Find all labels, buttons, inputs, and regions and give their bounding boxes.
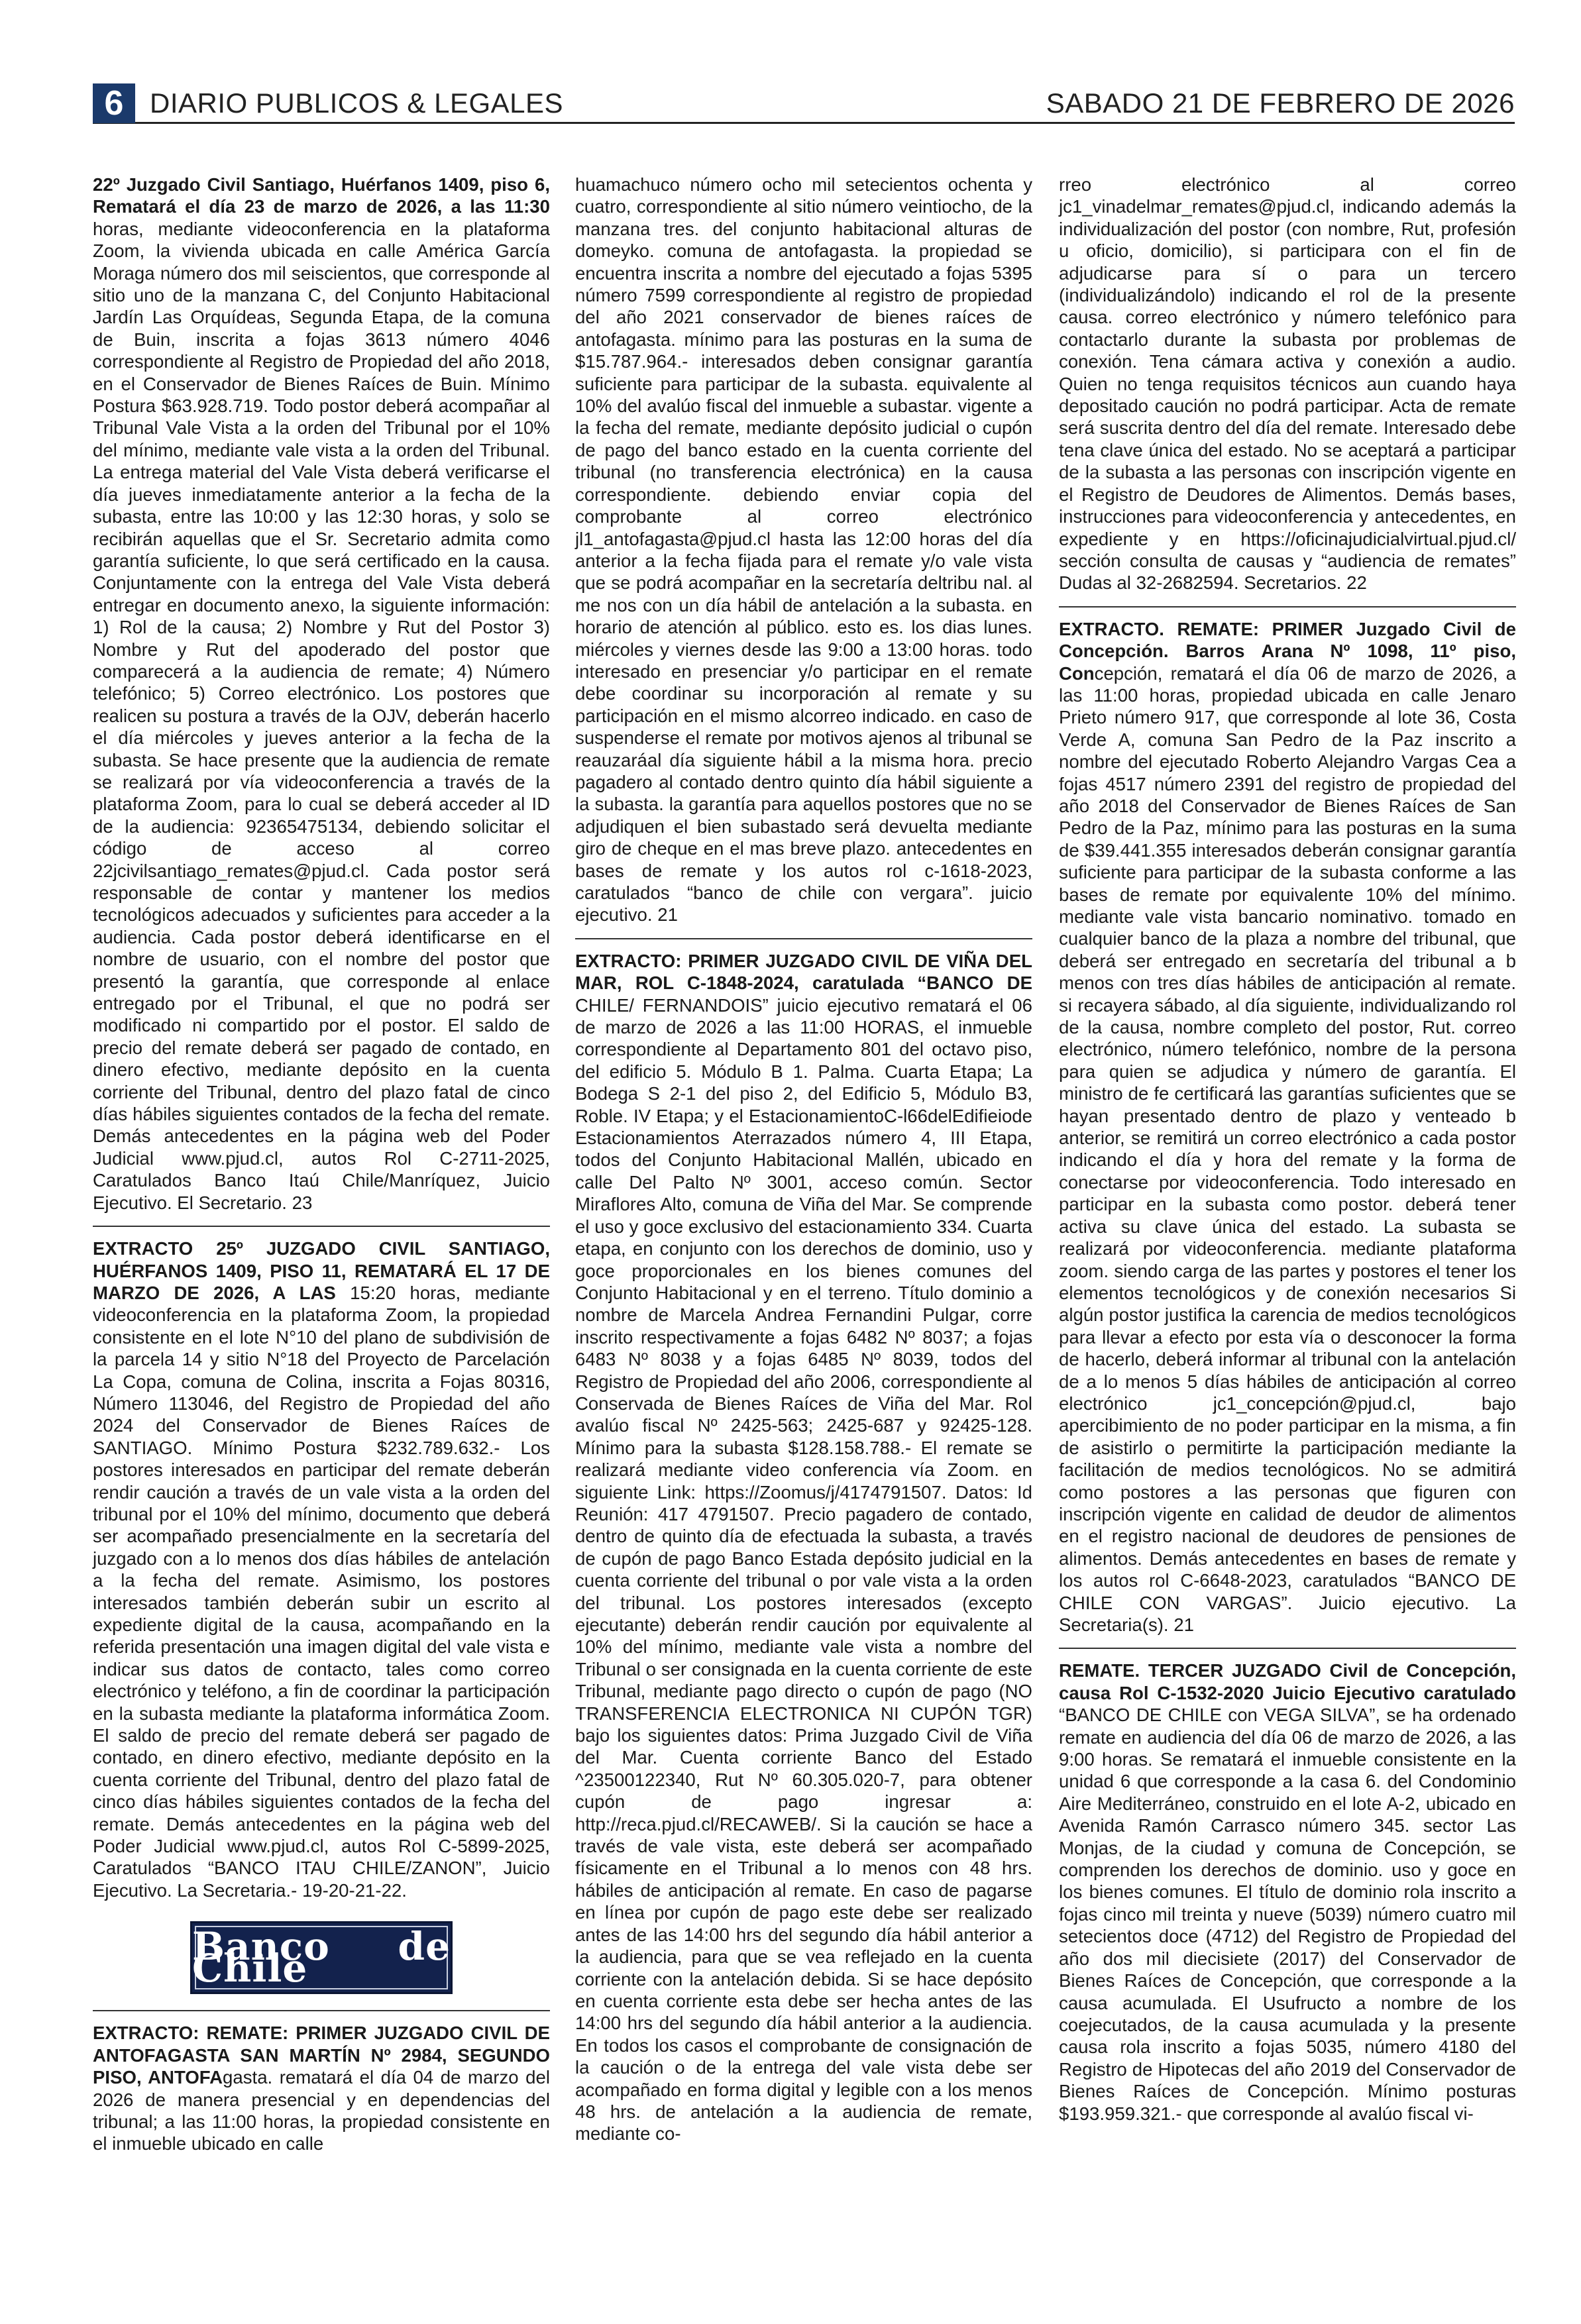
notice-body: horas, mediante videoconferencia en la plataforma Zoom, la vivienda ubicada en calle Américа García Moraga número dos mil seiscientos, que corresponde al sitio uno de la manzana C, del Conjunto Habitacional Jardín Las Orquídeas, Segunda Etapa, de la comuna de Buin, inscrita a fojas 3613 número 4046 correspondiente al Registro de Propiedad del año 2018, en el Conservador de Bienes Raíces de Buin. Mínimo Postura $63.928.719. Todo postor deberá acompañar al Tribunal Vale Vista a la orden del Tribunal por el 10% del mínimo, mediante vale vista a la orden del Tribunal. La entrega material del Vale Vista deberá verificarse el día jueves inmediatamente anterior a la fecha de la subasta, entre las 10:00 y las 12:30 horas, y solo se recibirán aquellas que el Sr. Secretario admita como garantía suficiente, lo que será certificado en la causa. Conjuntamente con la entrega del Vale Vista deberá entregar en documento anexo, la siguiente información: 1) Rol de la causa; 2) Nombre y Rut del Postor 3) Nombre y Rut del apoderado del postor que comparecerá a la audiencia de remate; 4) Número telefónico; 5) Correo electrónico. Los postores que realicen su postura a través de la OJV, deberán hacerlo el día miércoles y jueves anterior a la fecha de la subasta. Se hace presente que la audiencia de remate se realizará por vía videoconferencia a través de la plataforma Zoom, para lo cual se deberá acceder al ID de la audiencia: 92365475134, debiendo solicitar el código de acceso al correo 22jcivilsantiago_remates@pjud.cl. Cada postor será responsable de contar y mantener los medios tecnológicos adecuados y suficientes para acceder a la audiencia. Cada postor deberá identificarse en el nombre de usuario, con el nombre del postor que presentó la garantía, que corresponde al enlace entregado por el Tribunal, el que no podrá ser modificado ni compartido por el postor. El saldo de precio del remate deberá ser pagado de contado, en dinero efectivo, mediante depósito en la cuenta corriente del Tribunal, dentro del plazo fatal de cinco días hábiles siguientes contados de la fecha del remate. Demás antecedentes en la página web del Poder Judicial www.pjud.cl, autos Rol C-2711-2025, Caratulados Banco Itaú Chile/Manríquez, Juicio Ejecutivo. El Secretario. 23: [93, 218, 550, 1213]
notice-body: cepción, rematará el día 06 de marzo de 2026, a las 11:00 horas, propiedad ubicada en calle Jenaro Prieto número 917, que corresponde al lote 36, Costa Verde A, comuna San Pedro de la Paz inscrito a nombre del ejecutado Roberto Alejandro Vargas Cea a fojas 4517 número 2391 del registro de propiedad del año 2018 del Conservador de Bienes Raíces de San Pedro de la Paz, mínimo para las posturas en la suma de $39.441.355 interesados deberán consignar garantía suficiente para participar de la subasta conforme a las bases de remate por equivalente 10% del mínimo. mediante vale vista bancario nominativo. tomado en cualquier banco de la plaza a nombre del tribunal, que deberá ser entregado en secretaría del tribunal a b menos con tres días hábiles de anticipación al remate. si recayera sábado, al día siguiente, individualizando rol de la causa, nombre completo del postor, Rut. correo electrónico, número telefónico, nombre de la persona para quien se adjudica y número de garantía. El ministro de fe certificará las garantías suficientes que se hayan presentado dentro de plazo y venteado b anterior, se remitirá un correo electrónico a cada postor indicando el día y hora del remate y la forma de conectarse por videoconferencia. Todo interesado en participar en la subasta como postor. deberá tener activa su clave única del estado. La subasta se realizará por videoconferencia. mediante plataforma zoom. siendo carga de las partes y postores el tener los elementos tecnológicos y de conexión necesarios Si algún postor justifica la carencia de medios tecnológicos para llevar a efecto por esta vía o desconocer la forma de hacerlo, deberá informar al tribunal con la antelación de a lo menos 5 días hábiles de anticipación al correo electrónico jc1_concepción@pjud.cl, bajo apercibimiento de no poder participar en la misma, a fin de asistirlo o permitirte la participación mediante la facilitación de medios tecnológicos. No se admitirá como postores a las personas que figuren con inscripción vigente en calidad de deudor de alimentos en el registro nacional de deudores de pensiones de alimentos. Demás antecedentes en bases de remate y los autos rol C-6648-2023, caratulados “BANCO DE CHILE CON VARGAS”. Juicio ejecutivo. La Secretaria(s). 21: [1059, 662, 1516, 1635]
notice-body: huamachuco número ocho mil setecientos ochenta y cuatro, correspondiente al sitio número veintiocho, de la manzana tres. del conjunto habitacional alturas de domeyko. comuna de antofagasta. la propiedad se encuentra inscrita a nombre del ejecutado a fojas 5395 número 7599 correspondiente al registro de propiedad del año 2021 conservador de bienes raíces de antofagasta. mínimo para las posturas en la suma de $15.787.964.- interesados deben consignar garantía suficiente para participar de la subasta. equivalente al 10% del avalúo fiscal del inmueble a subastar. vigente a la fecha del remate, mediante depósito judicial o cupón de pago del banco estado en la cuenta corriente del tribunal (no transferencia electrónica) en la causa correspondiente. debiendo enviar copia del comprobante al correo electrónico jl1_antofagasta@pjud.cl hasta las 12:00 horas del día anterior a la fecha fijada para el remate y/o vale vista que se podrá acompañar en la secretaría deltribu nal. al me nos con un día hábil de antelación a la subasta. en horario de atención al público. esto es. los dias lunes. miércoles y viernes desde las 9:00 a 13:00 horas. todo interesado en presenciar y/o participar en el remate debe coordinar su incorporación al remate y su participación en el mismo alcorreo indicado. en caso de suspenderse el remate por motivos ajenos al tribunal se reauzaráal día siguiente hábil a la misma hora. precio pagadero al contado dentro quinto día hábil siguiente a la subasta. la garantía para aquellos postores que no se adjudiquen el bien subastado será devuelta mediante giro de cheque en el mas breve plazo. antecedentes en bases de remate y los autos rol c-1618-2023, caratulados “banco de chile con vergara”. juicio ejecutivo. 21: [575, 174, 1032, 925]
notice-heading: EXTRACTO. REMATE: PRIMER Juzgado Civil de Concepción. Barros Arana Nº 1098, 11º piso, Con: [1059, 618, 1516, 684]
notice-heading: REMATE. TERCER JUZGADO Civil de Concepción, causa Rol C-1532-2020 Juicio Ejecutivo caratulado: [1059, 1660, 1516, 1703]
notice-primer-juzgado-concepcion: [1059, 618, 1516, 1642]
notice-body: CHILE/ FERNANDOIS” juicio ejecutivo rematará el 06 de marzo de 2026 a las 11:00 HORAS, el inmueble correspondiente al Departamento 801 del octavo piso, del edificio 5. Módulo B 1. Palma. Cuarta Etapa; La Bodega S 2-1 del piso 2, del Edificio 5, Módulo B3, Roble. IV Etapa; y el EstacionamientoC-l66delEdifieiode Estacionamientos Aterrazados número 4, III Etapa, todos del Conjunto Habitacional Mallén, ubicado en calle Del Palto Nº 3001, acceso común. Sector Miraflores Alto, comuna de Viña del Mar. Se comprende el uso y goce exclusivo del estacionamiento 334. Cuarta etapa, en conjunto con los derechos de dominio, uso y goce proporcionales en los bienes comunes del Conjunto Habitacional y en el terreno. Título dominio a nombre de Marcela Andrea Fernandini Pulgar, corre inscrito respectivamente a fojas 6482 Nº 8037; a fojas 6483 Nº 8038 y a fojas 6485 Nº 8039, todos del Registro de Propiedad del año 2006, correspondiente al Conservada de Bienes Raíces de Viña del Mar. Rol avalúo fiscal Nº 2425-563; 2425-687 y 92425-128. Mínimo para la subasta $128.158.788.- El remate se realizará mediante video conferencia vía Zoom. en siguiente Link: https://Zoomus/j/4174791507. Datos: Id Reunión: 417 4791507. Precio pagadero de contado, dentro de quinto día de efectuada la subasta, a través de cupón de pago Banco Estada depósito judicial en la cuenta corriente del tribunal o por vale vista a la orden del tribunal. Los postores interesados (excepto ejecutante) deberán rendir caución por equivalente al 10% del mínimo, mediante vale vista a nombre del Tribunal o ser consignada en la cuenta corriente de este Tribunal, mediante pago directo o cupón de pago (NO TRANSFERENCIA ELECTRONICA NI CUPÓN TGR) bajo los siguientes datos: Prima Juzgado Civil de Viña del Mar. Cuenta corriente Banco del Estado ^23500122340, Rut Nº 60.305.020-7, para obtener cupón de pago ingresar a: http://reca.pjud.cl/RECAWEB/. Si la caución se hace a través de vale vista, este deberá ser acompañado físicamente en el Tribunal a lo menos con 48 hrs. hábiles de anticipación al remate. En caso de pagarse en línea por cupón de pago este debe ser realizado antes de las 14:00 hrs del segundo día hábil anterior a la audiencia, para que se vea reflejado en la cuenta corriente con la antelación debida. Si se hace depósito en cuenta corriente esta debe ser hecha antes de las 14:00 hrs del segundo día hábil anterior a la audiencia. En todos los casos el comprobante de consignación de la caución o de la entrega del vale vista debe ser acompañado en forma digital y legible con a los menos 48 hrs. de antelación a la audiencia de remate, mediante co-: [575, 994, 1032, 2144]
column-1: [93, 174, 550, 2160]
notice-body: 15:20 horas, mediante videoconferencia en la plataforma Zoom, la propiedad consistente en el lote N°10 del plano de subdivisión de la parcela 14 y sitio N°18 del Proyecto de Parcelación La Copa, comuna de Colina, inscrita a Fojas 80316, Número 113046, del Registro de Propiedad del año 2024 del Conservador de Bienes Raíces de SANTIAGO. Mínimo Postura $232.789.632.- Los postores interesados en participar del remate deberán rendir caución a través de un vale vista a la orden del tribunal por el 10% del mínimo, documento que deberá ser acompañado presencialmente en la secretaría del juzgado con a lo menos dos días hábiles de antelación a la fecha del remate. Asimismo, los postores interesados también deberán subir un escrito al expediente digital de la causa, acompañando en la referida presentación una imagen digital del vale vista e indicar sus datos de contacto, tales como correo electrónico y teléfono, a fin de coordinar la participación en la subasta mediante la plataforma informática Zoom. El saldo de precio del remate deberá ser pagado de contado, en dinero efectivo, mediante depósito en la cuenta corriente del Tribunal, dentro del plazo fatal de cinco días hábiles siguientes contados de la fecha del remate. Demás antecedentes en la página web del Poder Judicial www.pjud.cl, autos Rol C-5899-2025, Caratulados “BANCO ITAU CHILE/ZANON”, Juicio Ejecutivo. La Secretaria.- 19-20-21-22.: [93, 1282, 550, 1901]
notice-vina-del-mar-continued: [1059, 174, 1516, 600]
page-header: [93, 83, 1515, 124]
column-2: [575, 174, 1032, 2150]
notice-antofagasta-continued: [575, 174, 1032, 931]
page-number: 6: [93, 83, 135, 123]
notice-heading: 22º Juzgado Civil Santiago, Huérfanos 1409, piso 6, Rematará el día 23 de marzo de 2026, a las 11:30: [93, 174, 550, 217]
column-3: [1059, 174, 1516, 2130]
notice-heading: EXTRACTO 25º JUZGADO CIVIL SANTIAGO, HUÉRFANOS 1409, PISO 11, REMATARÁ EL 17 DE MARZO DE 2026, A LAS: [93, 1238, 550, 1303]
notice-tercer-juzgado-concepcion: [1059, 1660, 1516, 2130]
notice-body: gasta. rematará el día 04 de marzo del 2026 de manera presencial y en dependencias del tribunal; a las 11:00 horas, la propiedad consistente en el inmueble ubicado en calle: [93, 2067, 550, 2154]
notice-25-juzgado-santiago: [93, 1238, 550, 1907]
logo-text: Banco de Chile: [192, 1923, 451, 1991]
notice-body: rreo electrónico al correo jc1_vinadelmar_remates@pjud.cl, indicando además la individualización del postor (con nombre, Rut, profesión u oficio, domicilio), si participara con el fin de adjudicarse para sí o para un tercero (individualizándolo) indicando el rol de la presente causa. correo electrónico y número telefónico para contactarlo durante la subasta por problemas de conexión. Tena cámara activa y conexión a audio. Quien no tenga requisitos técnicos aun cuando haya depositado caución no podrá participar. Acta de remate será suscrita dentro del día del remate. Interesado debe tena clave única del estado. No se aceptará a participar de la subasta a las personas con inscripción vigente en el Registro de Deudores de Alimentos. Demás bases, instrucciones para videoconferencia y antecedentes, en expediente y en https://oficinajudicialvirtual.pjud.cl/ sección consulta de causas y “audiencia de remates” Dudas al 32-2682594. Secretarios. 22: [1059, 174, 1516, 594]
notice-divider: [93, 2010, 550, 2011]
publication-title: DIARIO PUBLICOS & LEGALES: [150, 87, 564, 119]
banco-de-chile-logo: [190, 1921, 453, 1994]
notice-antofagasta: [93, 2022, 550, 2160]
issue-date: SABADO 21 DE FEBRERO DE 2026: [1046, 87, 1515, 119]
notice-heading: EXTRACTO: REMATE: PRIMER JUZGADO CIVIL DE ANTOFAGASTA SAN MARTÍN Nº 2984, SEGUNDO PISO, ANTOFA: [93, 2023, 550, 2088]
notice-divider: [1059, 606, 1516, 607]
notice-divider: [93, 1226, 550, 1227]
notice-divider: [1059, 1648, 1516, 1649]
notice-body: “BANCO DE CHILE con VEGA SILVA”, se ha ordenado remate en audiencia del día 06 de marzo de 2026, a las 9:00 horas. Se rematará el inmueble consistente en la unidad 6 que corresponde a la casa 6. del Condominio Aire Mediterráneo, construido en el lote A-2, ubicado en Avenida Ramón Carrasco número 345. sector Las Monjas, de la ciudad y comuna de Concepción, se comprenden los derechos de dominio. uso y goce en los bienes comunes. El título de dominio rola inscrito a fojas cinco mil treinta y nueve (5039) número cuatro mil setecientos doce (4712) del Registro de Propiedad del año dos mil diecisiete (2017) del Conservador de Bienes Raíces de Concepción, que corresponde a la causa acumulada. El Usufructo a nombre de los coejecutados, de la causa acumulada y la presente causa rola inscrito a fojas 5035, número 4180 del Registro de Hipotecas del año 2019 del Conservador de Bienes Raíces de Concepción. Mínimo posturas $193.959.321.- que corresponde al avalúo fiscal vi-: [1059, 1705, 1516, 2124]
notice-vina-del-mar: [575, 950, 1032, 2150]
notice-heading: EXTRACTO: PRIMER JUZGADO CIVIL DE VIÑA DEL MAR, ROL C-1848-2024, caratulada “BANCO DE: [575, 950, 1032, 994]
notice-divider: [575, 938, 1032, 939]
notice-22-juzgado-santiago: [93, 174, 550, 1219]
